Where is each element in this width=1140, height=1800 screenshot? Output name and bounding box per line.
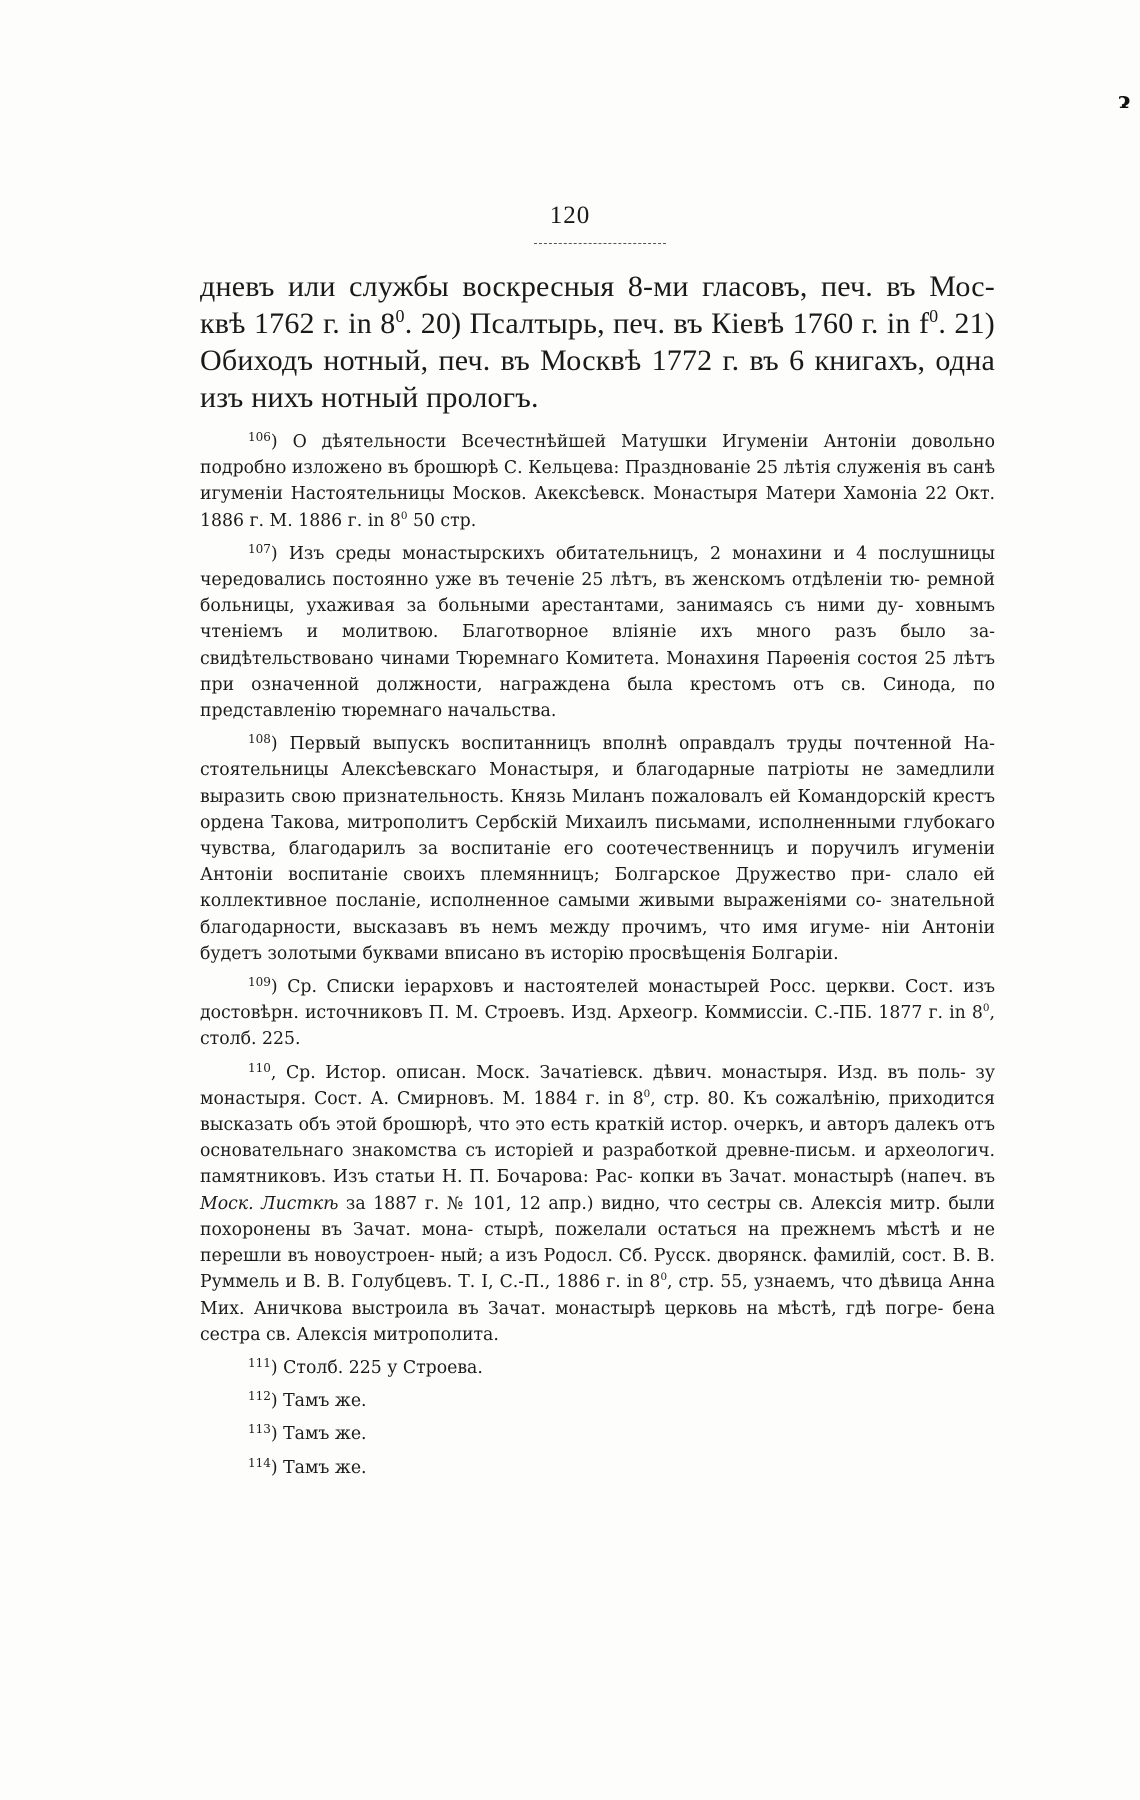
footnote-text: Столб. 225 у Строева. bbox=[283, 1357, 483, 1378]
footnote-text: О дѣятельности Всечестнѣйшей Матушки Игуменіи Антоніи довольно подробно изложено въ брошюрѣ С. Кельцева: Празднованіе 25 лѣтія служенія въ санѣ игуменіи Настоятельницы Москов. Акексѣевск. Монастыря Матери Хамоніа 22 Окт. 1886 г. М. 1886 г. in 8 bbox=[200, 432, 995, 531]
footnote-number: 112 bbox=[248, 1389, 271, 1404]
page-number-rule bbox=[534, 243, 666, 244]
footnote-109: $^{109}$) Ср. Списки іерарховъ и настоятелей монастырей Росс. церкви. Сост. изъ достовѣрн. источниковъ П. М. Строевъ. Изд. Археогр. Коммиссіи. С.-ПБ. 1877 г. in $8^0$, столб. 225. bbox=[200, 975, 995, 1050]
footnote-number: 106 bbox=[248, 430, 271, 444]
footnote-107: $^{107}$) Изъ среды монастырскихъ обитательницъ, 2 монахини и 4 послушницы чередовались постоянно уже въ теченіе 25 лѣтъ, въ женскомъ отдѣленіи тю- ремной больницы, ухаживая за больными арестантами, занимаясь съ ними ду- ховнымъ чтеніемъ и молитвою. Благотворное вліяніе ихъ много разъ было за- свидѣтельствовано чинами Тюремнаго Комитета. Монахиня Парѳенія состоя 25 лѣтъ при означенной должности, награждена была крестомъ отъ св. Синода, по представленію тюремнаго начальства. bbox=[200, 541, 995, 722]
footnote-text: Ср. Списки іерарховъ и настоятелей монастырей Росс. церкви. Сост. изъ достовѣрн. источниковъ П. М. Строевъ. Изд. Археогр. Коммиссіи. С.-ПБ. 1877 г. in 8 bbox=[200, 977, 995, 1024]
main-paragraph bbox=[200, 268, 995, 416]
footnote-number: 107 bbox=[248, 541, 271, 556]
degree-mark: 0 bbox=[982, 1002, 990, 1015]
footnote-text: Ср. Истор. описан. Моск. Зачатіевск. дѣвич. монастыря. Изд. въ поль- зу монастыря. Сост. А. Смирновъ. М. 1884 г. in 8 bbox=[200, 1062, 995, 1109]
footnote-number: 110 bbox=[248, 1060, 271, 1075]
footnote-number: 113 bbox=[248, 1422, 271, 1437]
footnote-text-tail: , стр. 80. Къ сожалѣнію, приходится высказать объ этой брошюрѣ, что это есть краткій истор. очеркъ, и авторъ далекъ отъ основательнаго знакомства съ исторіей и разработкой древне-письм. и археологич. памятниковъ. Изъ статьи Н. П. Бочарова: Рас- копки въ Зачат. монастырѣ (напеч. въ bbox=[200, 1088, 995, 1188]
footnote-114: $^{114}$) Тамъ же. bbox=[248, 1455, 367, 1478]
footnote-106: $^{106}$) О дѣятельности Всечестнѣйшей Матушки Игуменіи Антоніи довольно подробно изложено въ брошюрѣ С. Кельцева: Празднованіе 25 лѣтія служенія въ санѣ игуменіи Настоятельницы Москов. Акексѣевск. Монастыря Матери Хамоніа 22 Окт. 1886 г. М. 1886 г. in $8^0$ 50 стр. bbox=[200, 430, 995, 531]
degree-mark: 0 bbox=[395, 306, 405, 326]
footnote-text: Тамъ же. bbox=[283, 1424, 367, 1445]
footnote-text-tail: , стр. 55, узнаемъ, что дѣвица Анна Мих. Аничкова выстроила въ Зачат. монастырѣ церковь на мѣстѣ, гдѣ погре- бена сестра св. Алексія митрополита. bbox=[200, 1272, 995, 1345]
footnote-text: Тамъ же. bbox=[283, 1391, 367, 1412]
degree-mark: 0 bbox=[400, 509, 408, 522]
degree-mark: 0 bbox=[929, 306, 939, 326]
page-number: 120 bbox=[549, 202, 591, 229]
footnote-text-tail: 50 стр. bbox=[407, 510, 477, 531]
footnote-number: 114 bbox=[248, 1455, 271, 1470]
footnote-text: Изъ среды монастырскихъ обитательницъ, 2 монахини и 4 послушницы чередовались постоянно уже въ теченіе 25 лѣтъ, въ женскомъ отдѣленіи тю- ремной больницы, ухаживая за больными арестантами, занимаясь съ ними ду- ховнымъ чтеніемъ и молитвою. Благотворное вліяніе ихъ много разъ было за- свидѣтельствовано чинами Тюремнаго Комитета. Монахиня Парѳенія состоя 25 лѣтъ при означенной должности, награждена была крестомъ отъ св. Синода, по представленію тюремнаго начальства. bbox=[200, 543, 995, 722]
footnote-110: $^{110}$, Ср. Истор. описан. Моск. Зачатіевск. дѣвич. монастыря. Изд. въ поль- зу монастыря. Сост. А. Смирновъ. М. 1884 г. in $8^0$, стр. 80. Къ сожалѣнію, приходится высказать объ этой брошюрѣ, что это есть краткій истор. очеркъ, и авторъ далекъ отъ основательнаго знакомства съ исторіей и разработкой древне-письм. и археологич. памятниковъ. Изъ статьи Н. П. Бочарова: Рас- копки въ Зачат. монастырѣ (напеч. въ Моск. Листкѣ за 1887 г. № 101, 12 апр.) видно, что сестры св. Алексія митр. были похоронены въ Зачат. мона- стырѣ, пожелали остаться на прежнемъ мѣстѣ и не перешли въ новоустроен- ный; а изъ Родосл. Сб. Русск. дворянск. фамилій, сост. В. В. Руммель и В. В. Голубцевъ. Т. I, С.-П., 1886 г. in $8^0$, стр. 55, узнаемъ, что дѣвица Анна Мих. Аничкова выстроила въ Зачат. монастырѣ церковь на мѣстѣ, гдѣ погре- бена сестра св. Алексія митрополита. bbox=[200, 1060, 995, 1345]
main-text-part: . 20) Псалтырь, печ. въ Кіевѣ 1760 г. in f bbox=[404, 307, 930, 340]
corner-mark: ɂ bbox=[1118, 88, 1131, 114]
footnote-108: $^{108}$) Первый выпускъ воспитанницъ вполнѣ оправдалъ труды почтенной На- стоятельницы Алексѣевскаго Монастыря, и благодарные патріоты не замедлили выразить свою признательность. Князь Миланъ пожаловалъ ей Командорскій крестъ ордена Такова, митрополитъ Сербскій Михаилъ письмами, исполненными глубокаго чувства, благодарилъ за воспитаніе его соотечественницъ и поручилъ игуменіи Антоніи воспитаніе своихъ племянницъ; Болгарское Дружество при- слало ей коллективное посланіе, исполненное самыми живыми выраженіями со- знательной благодарности, высказавъ въ немъ между прочимъ, что имя игуме- ніи Антоніи будетъ золотыми буквами вписано въ исторію просвѣщенія Болгаріи. bbox=[200, 732, 995, 964]
footnote-113: $^{113}$) Тамъ же. bbox=[248, 1422, 367, 1445]
degree-mark: 0 bbox=[643, 1088, 651, 1101]
footnote-112: $^{112}$) Тамъ же. bbox=[248, 1389, 367, 1412]
main-text-part: . 21) Обиходъ нотный, печ. въ Москвѣ 1772 г. въ 6 книгахъ, одна изъ нихъ нотный прологъ. bbox=[200, 307, 995, 414]
footnote-number: 108 bbox=[248, 732, 271, 747]
footnote-111: $^{111}$) Столб. 225 у Строева. bbox=[248, 1355, 483, 1378]
footnote-number: 109 bbox=[248, 975, 271, 990]
footnote-text-tail: , столб. 225. bbox=[200, 1003, 995, 1050]
footnote-text: Тамъ же. bbox=[283, 1457, 367, 1478]
footnote-number: 111 bbox=[248, 1355, 271, 1370]
page-content bbox=[200, 268, 995, 1483]
footnote-text: Первый выпускъ воспитанницъ вполнѣ оправдалъ труды почтенной На- стоятельницы Алексѣевскаго Монастыря, и благодарные патріоты не замедлили выразить свою признательность. Князь Миланъ пожаловалъ ей Командорскій крестъ ордена Такова, митрополитъ Сербскій Михаилъ письмами, исполненными глубокаго чувства, благодарилъ за воспитаніе его соотечественницъ и поручилъ игуменіи Антоніи воспитаніе своихъ племянницъ; Болгарское Дружество при- слало ей коллективное посланіе, исполненное самыми живыми выраженіями со- знательной благодарности, высказавъ въ немъ между прочимъ, что имя игуме- ніи Антоніи будетъ золотыми буквами вписано въ исторію просвѣщенія Болгаріи. bbox=[200, 734, 995, 964]
footnote-text-tail: за 1887 г. № 101, 12 апр.) видно, что сестры св. Алексія митр. были похоронены въ Зачат. мона- стырѣ, пожелали остаться на прежнемъ мѣстѣ и не перешли въ новоустроен- ный; а изъ Родосл. Сб. Русск. дворянск. фамилій, сост. В. В. Руммель и В. В. Голубцевъ. Т. I, С.-П., 1886 г. in 8 bbox=[200, 1193, 995, 1293]
newspaper-title: Моск. Листкѣ bbox=[200, 1193, 339, 1214]
degree-mark: 0 bbox=[660, 1271, 668, 1284]
main-text-part: дневъ или службы воскресныя 8-ми гласовъ, печ. въ Мос- квѣ 1762 г. in 8 bbox=[200, 270, 995, 340]
